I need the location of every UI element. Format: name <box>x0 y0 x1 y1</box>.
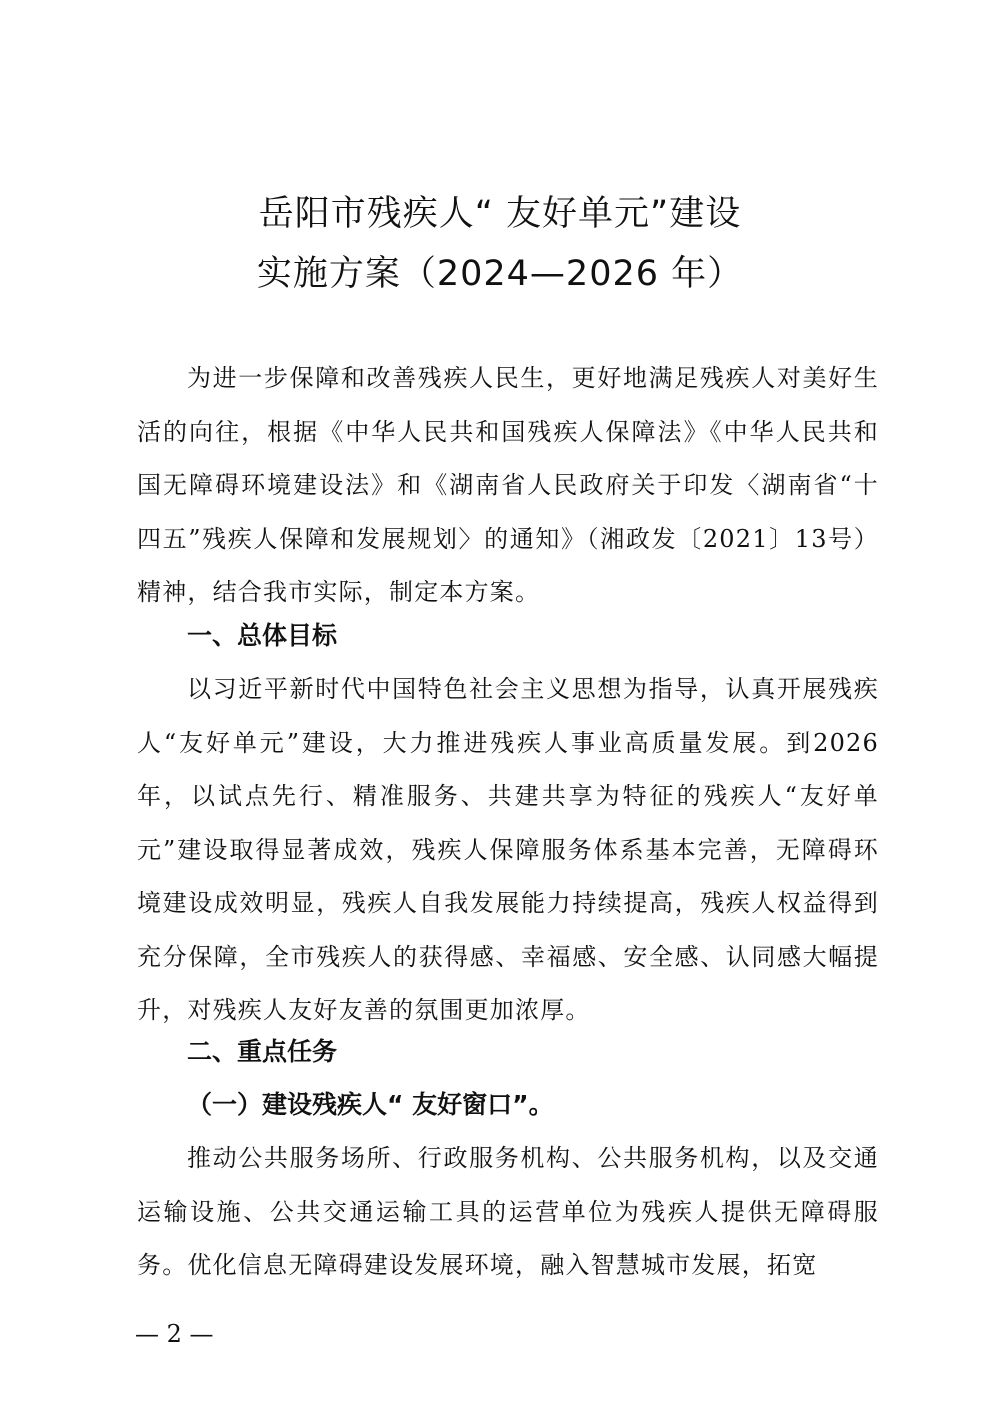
subsection-1-paragraph: 推动公共服务场所、行政服务机构、公共服务机构，以及交通运输设施、公共交通运输工具的运营单位为残疾人提供无障碍服务。优化信息无障碍建设发展环境，融入智慧城市发展，拓宽 <box>137 1144 879 1279</box>
document-title-line-1: 岳阳市残疾人“ 友好单元”建设 <box>258 194 742 234</box>
subsection-1-heading: （一）建设残疾人“ 友好窗口”。 <box>187 1090 554 1119</box>
intro-paragraph: 为进一步保障和改善残疾人民生，更好地满足残疾人对美好生活的向往，根据《中华人民共和国残疾人保障法》《中华人民共和国无障碍环境建设法》和《湖南省人民政府关于印发〈湖南省“十四五”残疾人保障和发展规划〉的通知》（湘政发〔2021〕13号）精神，结合我市实际，制定本方案。 <box>137 364 879 606</box>
section-2-heading: 二、重点任务 <box>187 1037 338 1066</box>
section-1-heading: 一、总体目标 <box>187 621 338 650</box>
document-title-line-2: 实施方案（2024—2026 年） <box>256 254 744 294</box>
section-1-paragraph: 以习近平新时代中国特色社会主义思想为指导，认真开展残疾人“友好单元”建设，大力推进残疾人事业高质量发展。到2026年，以试点先行、精准服务、共建共享为特征的残疾人“友好单元”建设取得显著成效，残疾人保障服务体系基本完善，无障碍环境建设成效明显，残疾人自我发展能力持续提高，残疾人权益得到充分保障，全市残疾人的获得感、幸福感、安全感、认同感大幅提升，对残疾人友好友善的氛围更加浓厚。 <box>137 675 879 1024</box>
page-number: — 2 — <box>135 1320 214 1348</box>
